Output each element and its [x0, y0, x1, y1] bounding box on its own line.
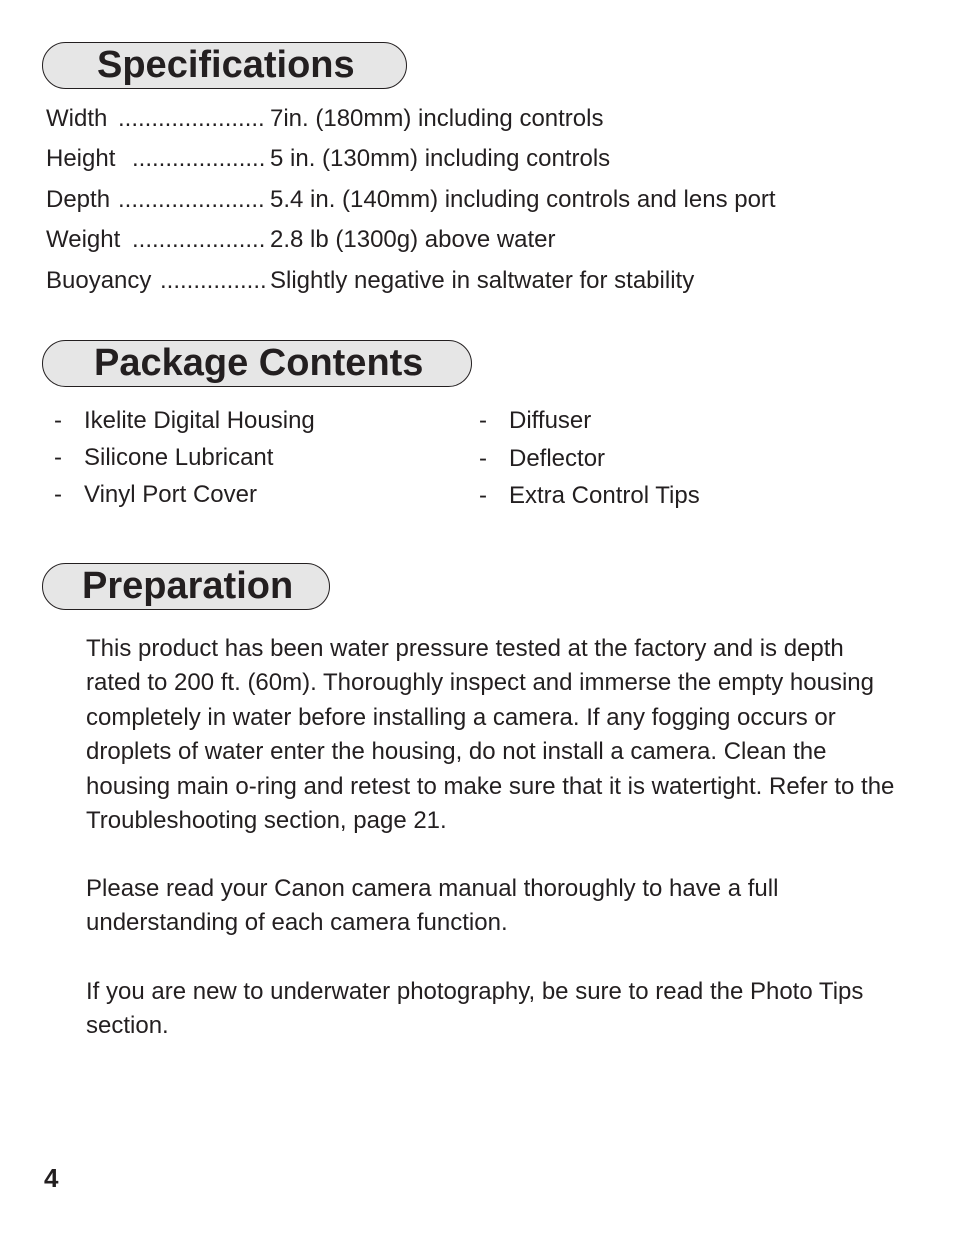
spec-leader-dots: ...................... — [118, 186, 265, 213]
preparation-paragraph: This product has been water pressure tested at the factory and is depth rated to 200 ft. (60m). Thoroughly inspect and immerse the empty housing completely in water before installing a camera. If any fogging occurs or droplets of water enter the housing, do not install a camera. Clean the housing main o-ring and retest to make sure that it is watertight. Refer to the Troubleshooting section, page 21. — [86, 635, 895, 835]
spec-leader-dots: ................ — [160, 267, 267, 294]
list-dash: - — [54, 481, 62, 508]
list-dash: - — [54, 407, 62, 434]
preparation-paragraph: If you are new to underwater photography, be sure to read the Photo Tips section. — [86, 978, 864, 1040]
list-dash: - — [54, 444, 62, 471]
spec-leader-dots: ...................... — [118, 105, 265, 132]
specifications-title: Specifications — [97, 44, 355, 86]
spec-value: 7in. (180mm) including controls — [270, 105, 604, 132]
list-dash: - — [479, 407, 487, 434]
spec-label: Depth — [46, 186, 111, 213]
list-item-text: Extra Control Tips — [509, 482, 700, 509]
spec-leader-dots: .................... — [132, 145, 266, 172]
list-item-text: Ikelite Digital Housing — [84, 407, 315, 434]
list-item-text: Diffuser — [509, 407, 592, 434]
preparation-paragraph: Please read your Canon camera manual thoroughly to have a full understanding of each camera function. — [86, 875, 779, 937]
spec-value: Slightly negative in saltwater for stability — [270, 267, 695, 294]
list-item-text: Deflector — [509, 445, 606, 472]
list-item-text: Vinyl Port Cover — [84, 481, 257, 508]
spec-value: 2.8 lb (1300g) above water — [270, 226, 556, 253]
spec-label: Width — [46, 105, 108, 132]
list-dash: - — [479, 482, 487, 509]
list-dash: - — [479, 445, 487, 472]
spec-label: Buoyancy — [46, 267, 152, 294]
spec-leader-dots: .................... — [132, 226, 266, 253]
spec-value: 5.4 in. (140mm) including controls and lens port — [270, 186, 776, 213]
preparation-title: Preparation — [82, 565, 294, 607]
spec-label: Height — [46, 145, 116, 172]
list-item-text: Silicone Lubricant — [84, 444, 274, 471]
spec-label: Weight — [46, 226, 121, 253]
page-number: 4 — [44, 1163, 59, 1193]
package-contents-title: Package Contents — [94, 342, 424, 384]
spec-value: 5 in. (130mm) including controls — [270, 145, 611, 172]
